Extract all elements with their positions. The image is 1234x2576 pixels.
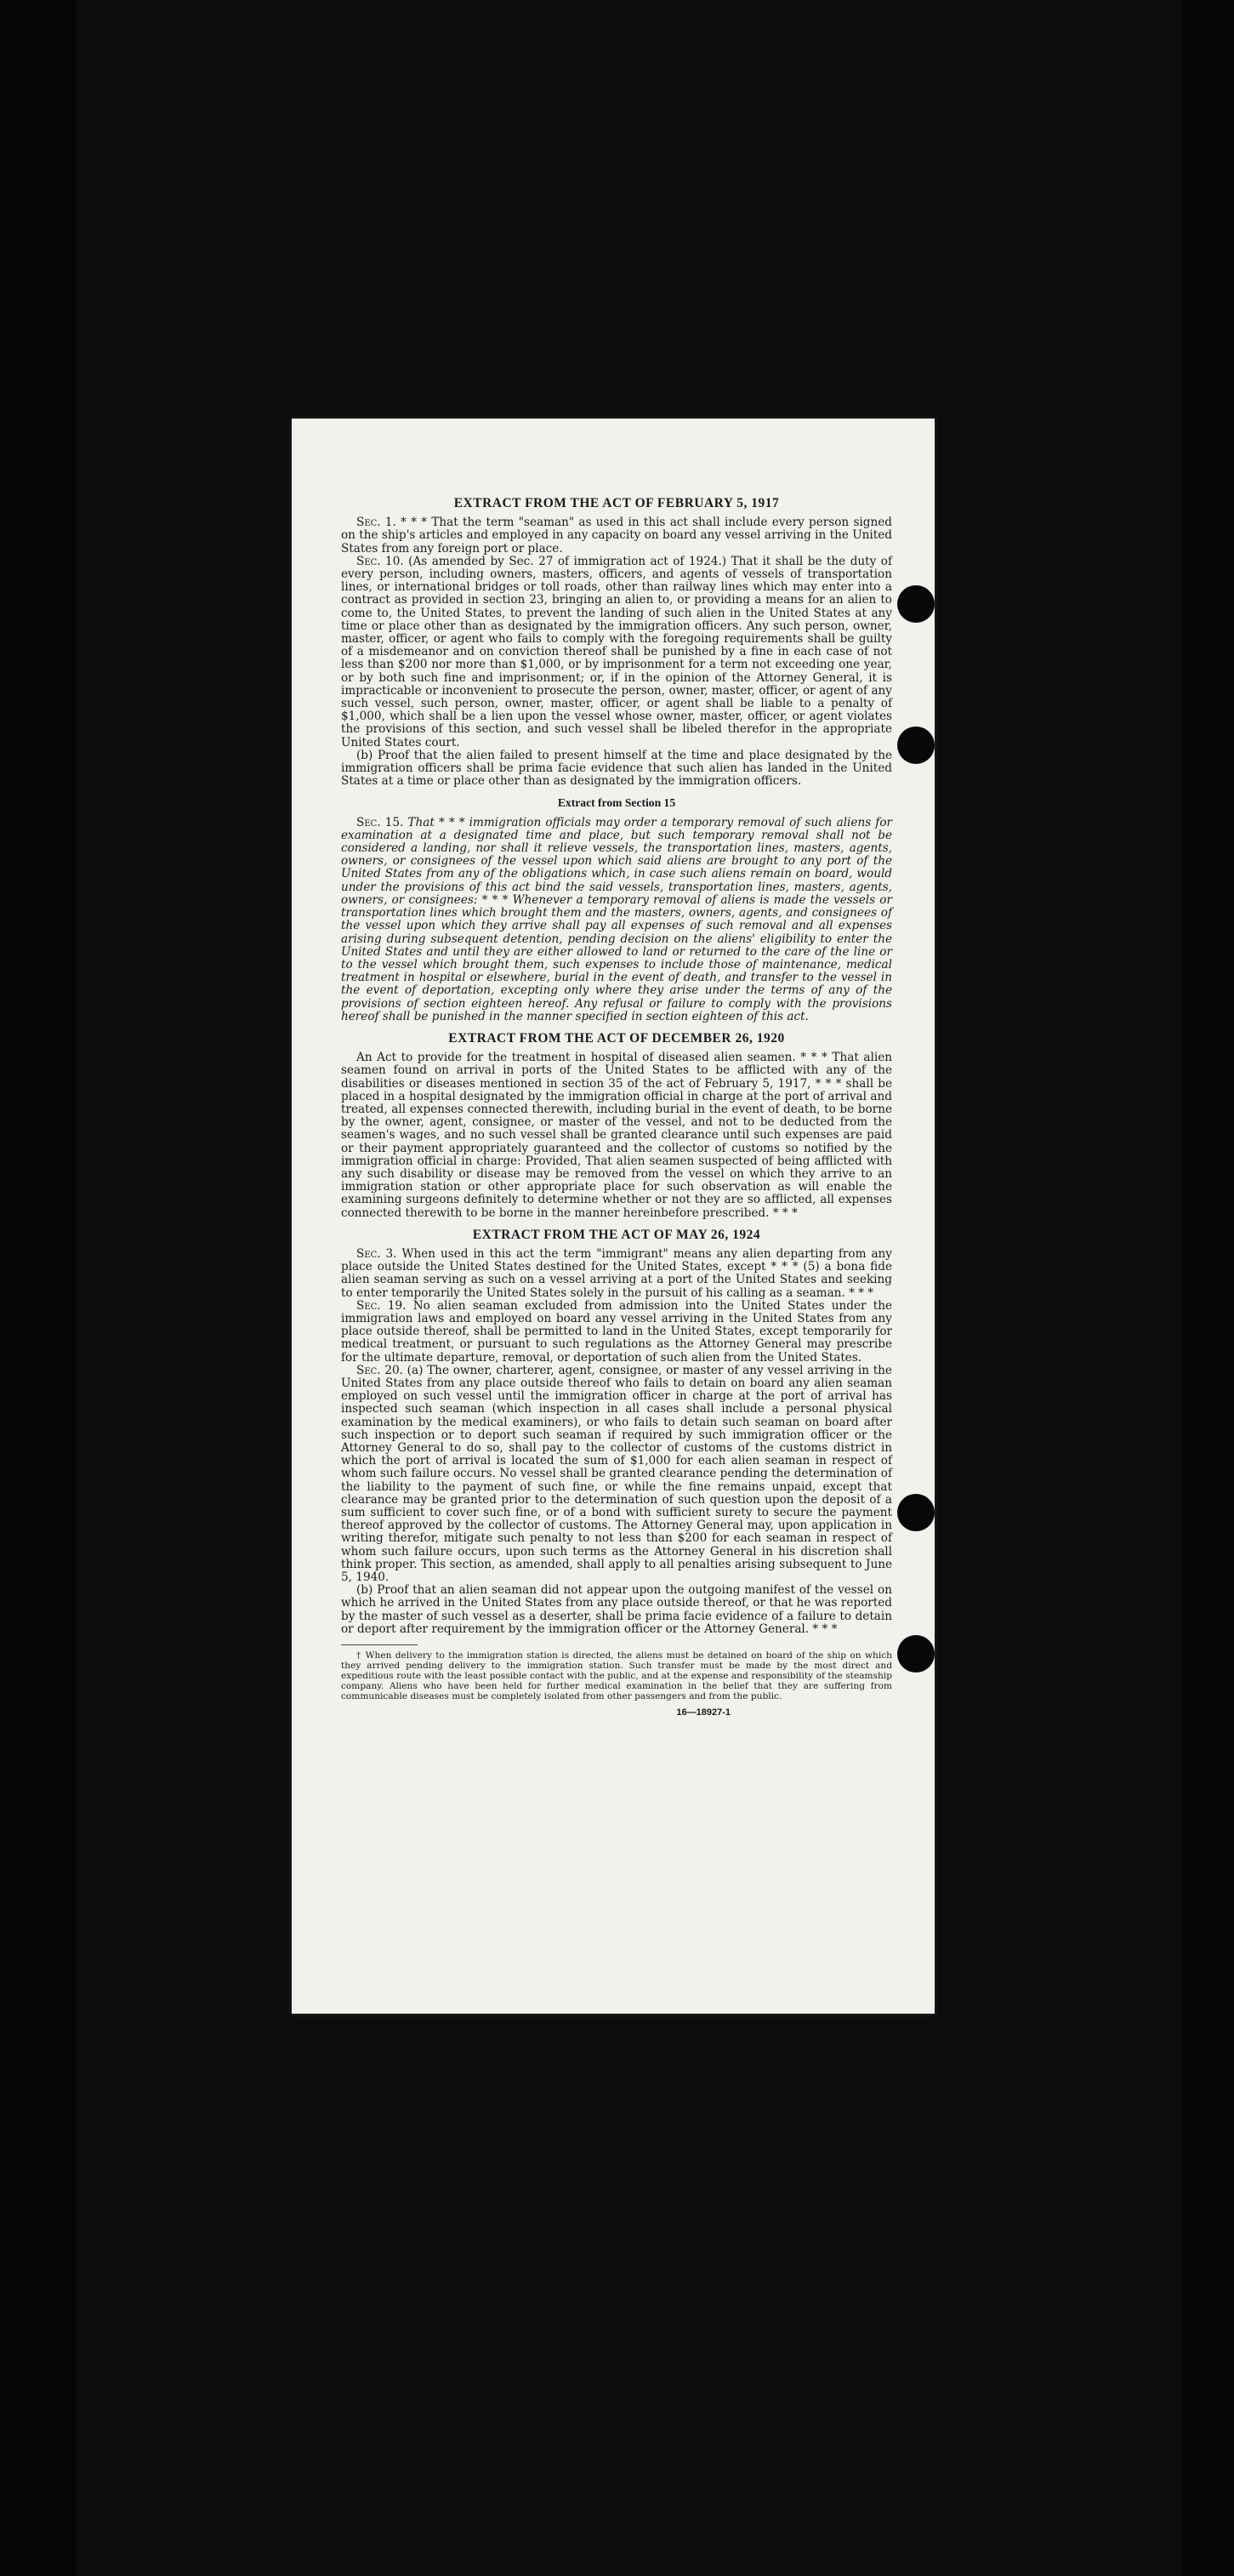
- punch-hole: [897, 585, 935, 623]
- heading-act-1917: EXTRACT FROM THE ACT OF FEBRUARY 5, 1917: [453, 496, 780, 510]
- film-border-right: [1183, 0, 1234, 2576]
- sec20-b-paragraph: (b) Proof that an alien seaman did not appear upon the outgoing manifest of the vessel on which he arrived in the United States from any place outside thereof, or that he was reported by the master of such vessel as a deserter, shall be prima facie evidence of a failure to detain or deport after requirement by the immigration officer or the Attorney General. * * *: [341, 1583, 892, 1636]
- sec19-label: Sec. 19.: [356, 1298, 407, 1313]
- sec1-label: Sec. 1.: [356, 516, 396, 530]
- punch-hole: [897, 1635, 935, 1673]
- section-1920: [341, 1051, 892, 1220]
- sec20-label: Sec. 20.: [356, 1363, 403, 1377]
- sec19-paragraph: [341, 1300, 892, 1365]
- heading-section-15: Extract from Section 15: [557, 796, 676, 810]
- footnote: † When delivery to the immigration station is directed, the aliens must be detained on board of the ship on which they arrived pending delivery to the immigration station. Such transfer must be made by the most direct and expeditious route with the least possible contact with the public, and at the expense and responsibility of the steamship company. Aliens who have been held for further medical examination in the belief that they are suffering from communicable diseases must be completely isolated from other passengers and from the public.: [341, 1650, 892, 1702]
- sec3-paragraph: [341, 1248, 892, 1300]
- footnote-rule: [341, 1644, 418, 1645]
- document-page: [292, 419, 935, 2014]
- sec10-b-paragraph: (b) Proof that the alien failed to present himself at the time and place designated by the immigration officers shall be prima facie evidence that such alien has landed in the United States at a time or place other than as designated by the immigration officers.: [341, 748, 892, 789]
- sec15-paragraph: [341, 817, 892, 1023]
- heading-act-1920: EXTRACT FROM THE ACT OF DECEMBER 26, 1920: [448, 1030, 785, 1046]
- sec19-text: No alien seaman excluded from admission into the United States under the immigration laws and employed on board any vessel arriving in the United States from any place outside thereof, shall be permitted to land in the United States, except temporarily for medical treatment, or pursuant to such regulations as the Attorney General may prescribe for the ultimate departure, removal, or deportation of such alien from the United States.: [341, 1298, 893, 1365]
- sec3-text: When used in this act the term "immigrant" means any alien departing from any place outside the United States destined for the United States, except * * * (5) a bona fide alien seaman serving as such on a vessel arriving at a port of the United States and seeking to enter temporarily the United States solely in the pursuit of his calling as a seaman. * * *: [341, 1246, 892, 1300]
- sec15-label: Sec. 15.: [356, 815, 404, 829]
- sec10-text: (As amended by Sec. 27 of immigration act of 1924.) That it shall be the duty of every person, including owners, masters, officers, and agents of vessels of transportation lines, or international bridges or toll roads, other than railway lines which may enter into a contract as provided in section 23, bringing an alien to, or providing a means for an alien to come to, the United States, to prevent the landing of such alien in the United States at any time or place other than as designated by the immigration officers. Any such person, owner, master, officer, or agent who fails to comply with the foregoing requirements shall be guilty of a misdemeanor and on conviction thereof shall be punished by a fine in each case of not less than $200 nor more than $1,000, or by imprisonment for a term not exceeding one year, or by both such fine and imprisonment; or, if in the opinion of the Attorney General, it is impracticable or inconvenient to prosecute the person, owner, master, officer, or agent of any such vessel, such person, owner, master, officer, or agent shall be liable to a penalty of $1,000, which shall be a lien upon the vessel whose owner, master, officer, or agent violates the provisions of this section, and such vessel shall be libeled therefor in the appropriate United States court.: [341, 554, 892, 749]
- section-1917: [341, 516, 892, 788]
- sec15-text: That * * * immigration officials may order a temporary removal of such aliens for examination at a designated time and place, but such temporary removal shall not be considered a landing, nor shall it relieve vessels, the transportation lines, masters, agents, owners, or consignees of the vessel upon which said aliens are brought to any port of the United States from any of the obligations which, in case such aliens remain on board, would under the provisions of this act bind the said vessels, transportation lines, masters, agents, owners, or consignees: * * * Whenever a temporary removal of aliens is made the vessels or transportation lines which brought them and the masters, owners, agents, and consignees of the vessel upon which they arrive shall pay all expenses of such removal and all expenses arising during subsequent detention, pending decision on the aliens' eligibility to enter the United States and until they are either allowed to land or returned to the care of the line or to the vessel which brought them, such expenses to include those of maintenance, medical treatment in hospital or elsewhere, burial in the event of death, and transfer to the vessel in the event of deportation, excepting only where they arise under the terms of any of the provisions of section eighteen hereof. Any refusal or failure to comply with the provisions hereof shall be punished in the manner specified in section eighteen of this act.: [341, 815, 893, 1023]
- act1920-paragraph: An Act to provide for the treatment in hospital of diseased alien seamen. * * * That alien seamen found on arrival in ports of the United States to be afflicted with any of the disabilities or diseases mentioned in section 35 of the act of February 5, 1917, * * * shall be placed in a hospital designated by the immigration official in charge at the port of arrival and treated, all expenses connected therewith, including burial in the event of death, to be borne by the owner, agent, consignee, or master of the vessel, and not to be deducted from the seamen's wages, and no such vessel shall be granted clearance until such expenses are paid or their payment appropriately guaranteed and the collector of customs so notified by the immigration official in charge: Provided, That alien seamen suspected of being afflicted with any such disability or disease may be removed from the vessel on which they arrive to an immigration station or other appropriate place for such observation as will enable the examining surgeons definitely to determine whether or not they are so afflicted, all expenses connected therewith to be borne in the manner hereinbefore prescribed. * * *: [341, 1051, 892, 1220]
- punch-hole: [897, 1494, 935, 1531]
- section-15: [341, 817, 892, 1023]
- sec20-paragraph: [341, 1365, 892, 1584]
- film-border-left: [0, 0, 77, 2576]
- heading-act-1924: EXTRACT FROM THE ACT OF MAY 26, 1924: [472, 1227, 761, 1242]
- form-number: 16—18927-1: [676, 1707, 731, 1718]
- sec1-paragraph: [341, 516, 892, 556]
- sec10-paragraph: [341, 556, 892, 749]
- sec10-label: Sec. 10.: [356, 554, 404, 568]
- sec20-text: (a) The owner, charterer, agent, consignee, or master of any vessel arriving in the United States from any place outside thereof who fails to detain on board any alien seaman employed on such vessel until the immigration officer in charge at the port of arrival has inspected such seaman (which inspection in all cases shall include a personal physical examination by the medical examiners), or who fails to detain such seaman on board after such inspection or to deport such seaman if required by such immigration officer or the Attorney General to do so, shall pay to the collector of customs of the customs district in which the port of arrival is located the sum of $1,000 for each alien seaman in respect of whom such failure occurs. No vessel shall be granted clearance pending the determination of the liability to the payment of such fine, or while the fine remains unpaid, except that clearance may be granted prior to the determination of such question upon the deposit of a sum sufficient to cover such fine, or of a bond with sufficient surety to secure the payment thereof approved by the collector of customs. The Attorney General may, upon application in writing therefor, mitigate such penalty to not less than $200 for each seaman in respect of whom such failure occurs, upon such terms as the Attorney General in his discretion shall think proper. This section, as amended, shall apply to all penalties arising subsequent to June 5, 1940.: [341, 1363, 892, 1585]
- section-1924: [341, 1248, 892, 1636]
- punch-hole: [897, 727, 935, 764]
- sec1-text: * * * That the term "seaman" as used in this act shall include every person signed on the ship's articles and employed in any capacity on board any vessel arriving in the United States from any foreign port or place.: [341, 516, 892, 556]
- sec3-label: Sec. 3.: [356, 1246, 397, 1261]
